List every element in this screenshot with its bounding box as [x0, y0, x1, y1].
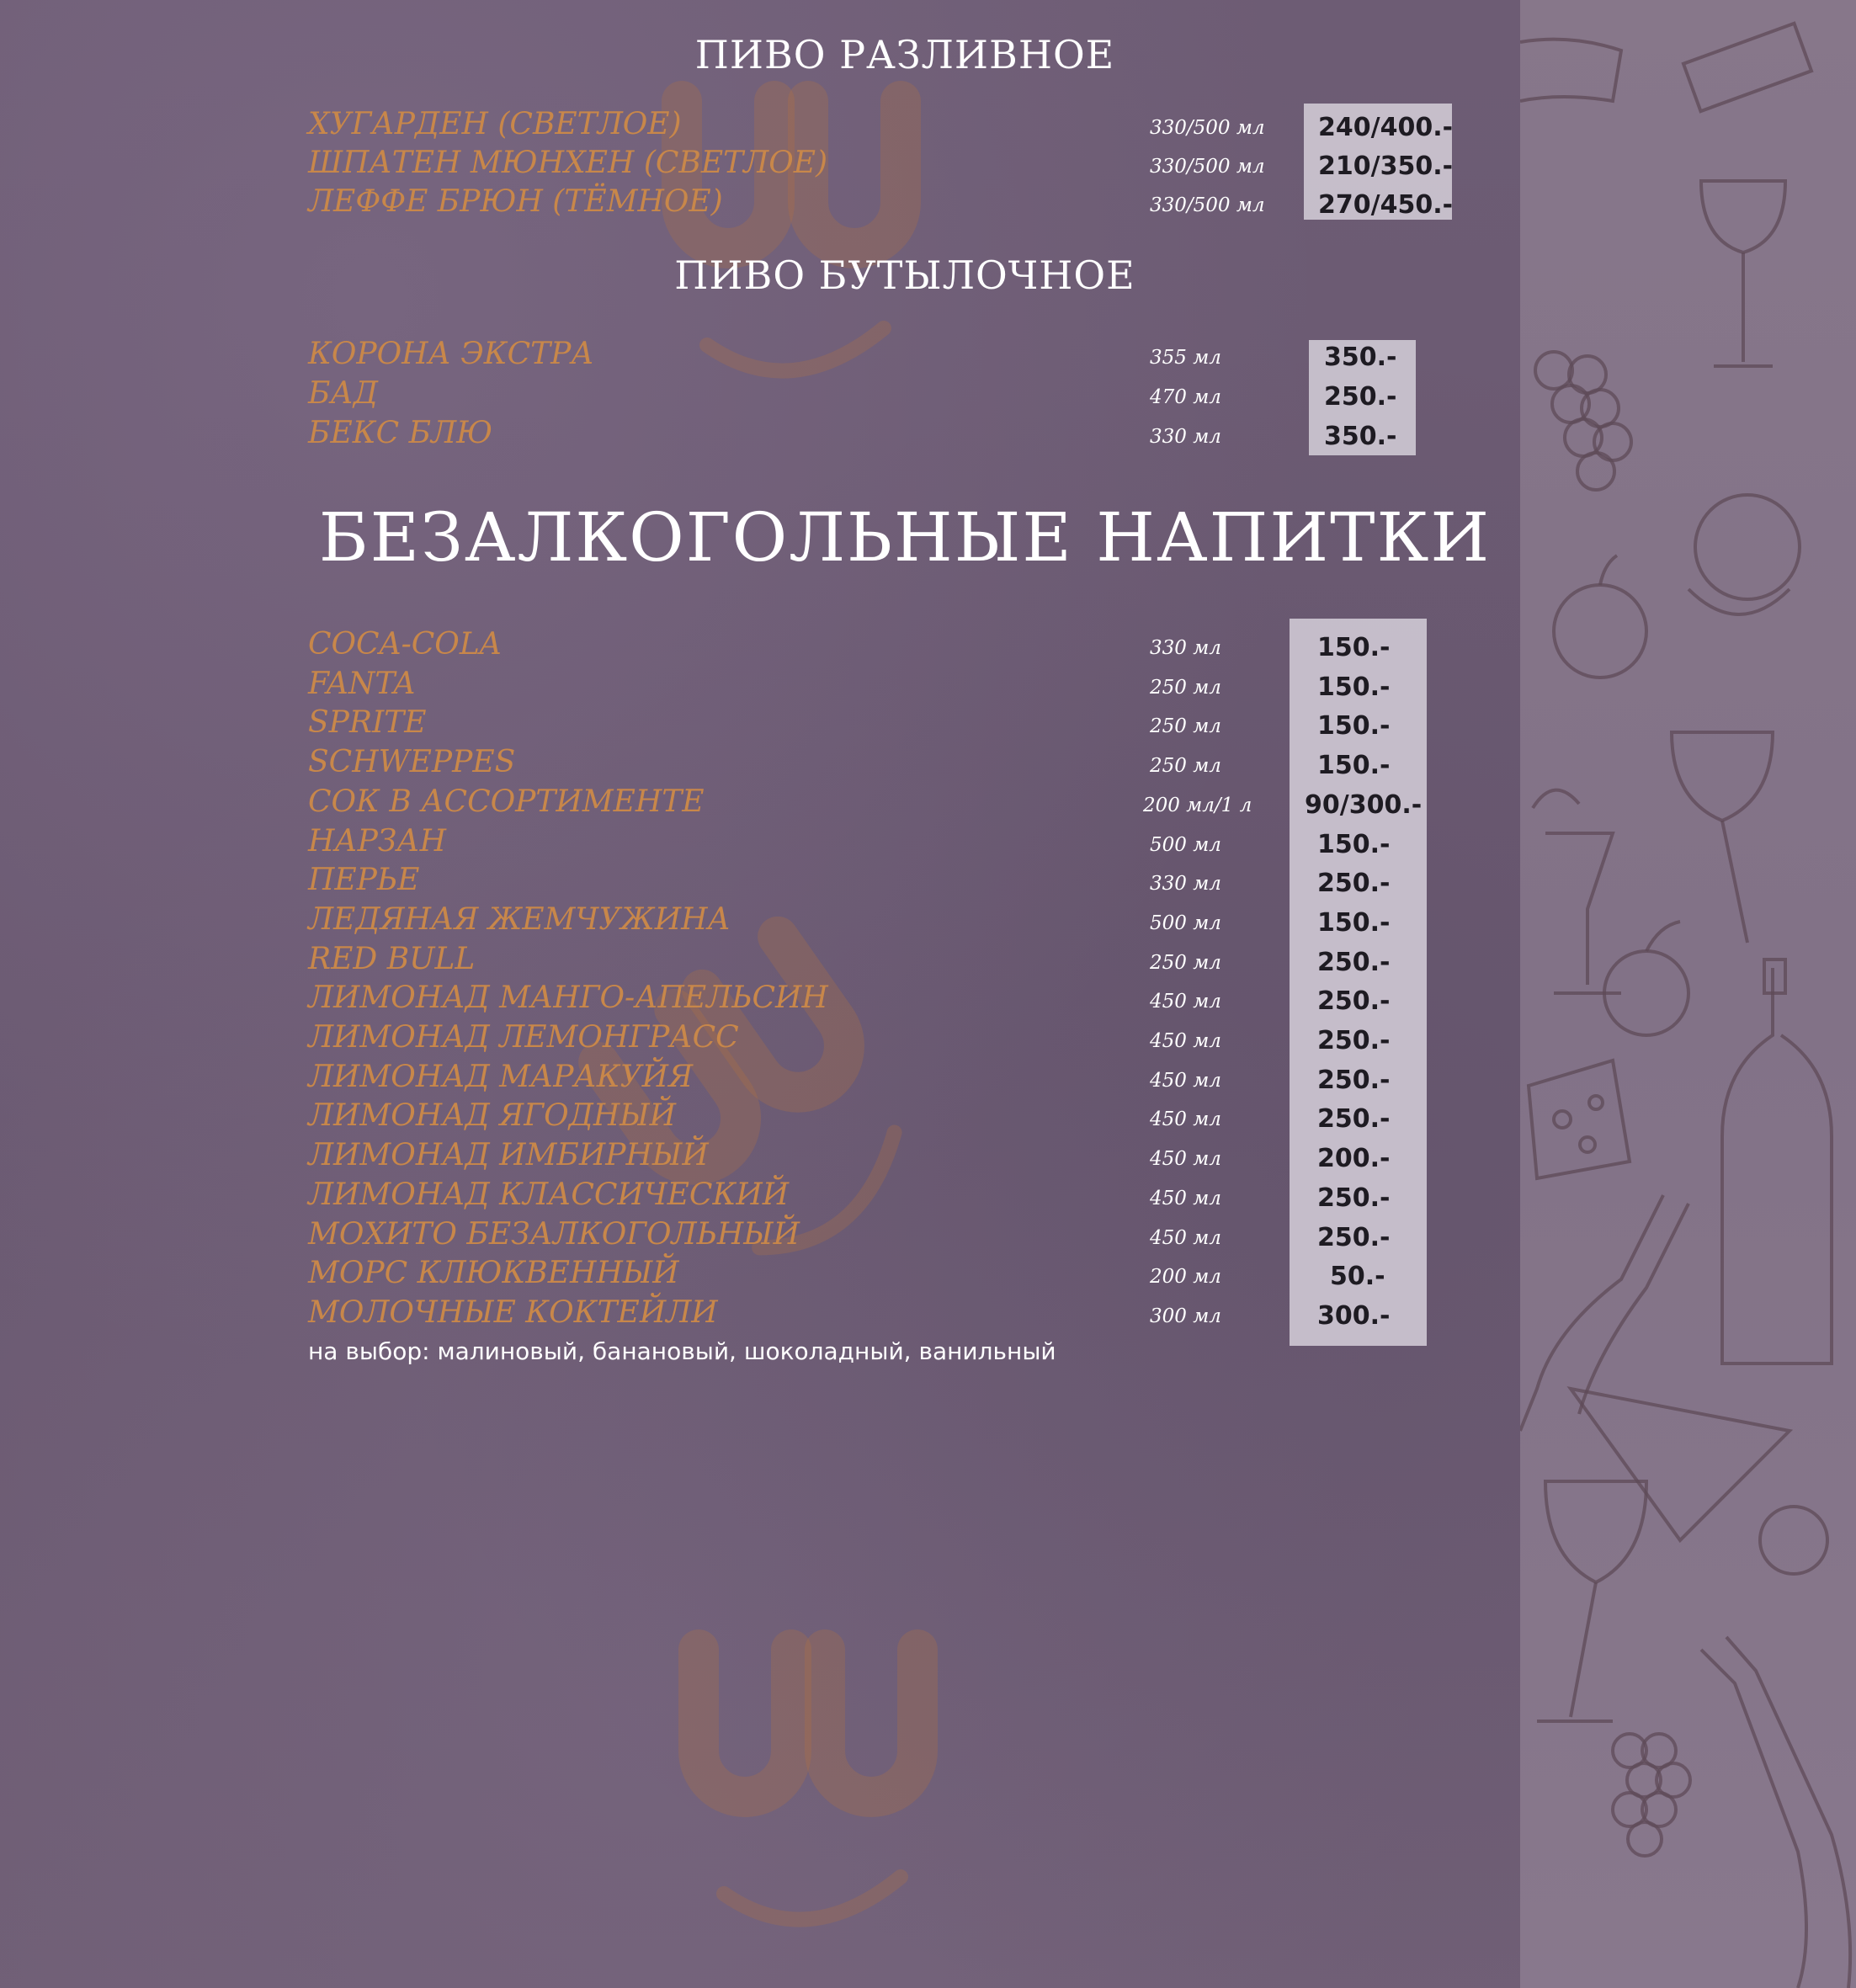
item-name: ЛИМОНАД МАНГО-АПЕЛЬСИН: [308, 981, 828, 1015]
item-name: SPRITE: [308, 705, 427, 740]
item-name: FANTA: [308, 667, 416, 701]
item-price: 250.-: [1317, 1104, 1391, 1134]
item-volume: 450 мл: [1150, 1188, 1221, 1209]
list-item: [0, 183, 1520, 221]
list-item: [0, 625, 1520, 664]
list-item: [0, 783, 1520, 821]
item-price: 150.-: [1317, 830, 1391, 859]
item-price: 150.-: [1317, 751, 1391, 780]
item-volume: 450 мл: [1150, 1148, 1221, 1170]
bottle-icon: [1701, 1637, 1850, 1988]
list-item: [0, 1294, 1520, 1332]
item-volume: 330 мл: [1150, 873, 1221, 895]
list-item: [0, 414, 1520, 453]
item-volume: 470 мл: [1150, 386, 1221, 408]
item-volume: 450 мл: [1150, 1070, 1221, 1092]
item-name: RED BULL: [308, 942, 476, 976]
item-price: 210/350.-: [1318, 151, 1454, 181]
item-price: 350.-: [1324, 422, 1397, 451]
item-name: ЛЕДЯНАЯ ЖЕМЧУЖИНА: [308, 902, 731, 937]
list-item: [0, 940, 1520, 979]
item-name: КОРОНА ЭКСТРА: [308, 337, 594, 371]
item-price: 150.-: [1317, 672, 1391, 702]
item-name: МОРС КЛЮКВЕННЫЙ: [308, 1256, 679, 1290]
list-item: [0, 1058, 1520, 1097]
bottle-icon: [1722, 959, 1832, 1363]
item-name: МОХИТО БЕЗАЛКОГОЛЬНЫЙ: [308, 1217, 800, 1252]
item-volume: 330 мл: [1150, 426, 1221, 448]
item-price: 150.-: [1317, 633, 1391, 662]
item-name: ШПАТЕН МЮНХЕН (СВЕТЛОЕ): [308, 146, 828, 180]
item-name: ЛИМОНАД КЛАССИЧЕСКИЙ: [308, 1177, 790, 1212]
item-name: ХУГАРДЕН (СВЕТЛОЕ): [308, 107, 682, 141]
list-item: [0, 1254, 1520, 1293]
item-price: 250.-: [1317, 986, 1391, 1016]
item-volume: 500 мл: [1150, 912, 1221, 934]
item-name: БАД: [308, 376, 378, 411]
item-volume: 250 мл: [1150, 952, 1221, 974]
item-price: 250.-: [1317, 948, 1391, 977]
item-price: 250.-: [1317, 1183, 1391, 1213]
item-price: 250.-: [1324, 382, 1397, 412]
item-price: 150.-: [1317, 711, 1391, 741]
list-item: [0, 901, 1520, 939]
item-name: ПЕРЬЕ: [308, 863, 420, 897]
item-name: SCHWEPPES: [308, 745, 516, 779]
list-item: [0, 375, 1520, 413]
item-volume: 300 мл: [1150, 1305, 1221, 1327]
grapes-icon: [1535, 352, 1631, 490]
item-volume: 250 мл: [1150, 677, 1221, 699]
item-price: 90/300.-: [1305, 790, 1423, 820]
grapes-icon: [1613, 1734, 1690, 1856]
item-volume: 200 мл: [1150, 1266, 1221, 1288]
apple-icon: [1604, 922, 1688, 1035]
item-volume: 250 мл: [1150, 715, 1221, 737]
item-price: 150.-: [1317, 908, 1391, 938]
item-price: 50.-: [1330, 1262, 1385, 1291]
list-item: [0, 665, 1520, 704]
item-price: 300.-: [1317, 1301, 1391, 1331]
item-name: ЛИМОНАД МАРАКУЙЯ: [308, 1060, 694, 1094]
item-price: 200.-: [1317, 1144, 1391, 1173]
list-item: [0, 1136, 1520, 1175]
item-volume: 450 мл: [1150, 991, 1221, 1013]
item-price: 250.-: [1317, 1026, 1391, 1055]
item-volume: 200 мл/1 л: [1143, 795, 1252, 816]
list-item: [0, 1176, 1520, 1215]
section-title-soft-drinks: БЕЗАЛКОГОЛЬНЫЕ НАПИТКИ: [318, 498, 1492, 577]
item-volume: 450 мл: [1150, 1227, 1221, 1249]
item-name: ЛИМОНАД ИМБИРНЫЙ: [308, 1138, 709, 1172]
list-item: [0, 822, 1520, 861]
cocktail-glass-icon: [1533, 790, 1621, 993]
list-item: [0, 979, 1520, 1018]
decorative-sketch-panel: [1520, 0, 1856, 1988]
list-item: [0, 1097, 1520, 1135]
section-title-draft-beer: ПИВО РАЗЛИВНОЕ: [694, 32, 1115, 77]
wine-glass-icon: [1537, 1481, 1646, 1721]
item-volume: 450 мл: [1150, 1108, 1221, 1130]
item-volume: 355 мл: [1150, 347, 1221, 369]
list-item: [0, 335, 1520, 374]
item-volume: 330/500 мл: [1150, 156, 1265, 178]
list-item: [0, 105, 1520, 144]
list-item: [0, 1215, 1520, 1254]
item-price: 270/450.-: [1318, 190, 1454, 220]
item-price: 240/400.-: [1318, 113, 1454, 142]
item-volume: 250 мл: [1150, 755, 1221, 777]
item-name: МОЛОЧНЫЕ КОКТЕЙЛИ: [308, 1295, 718, 1330]
item-name: ЛИМОНАД ЯГОДНЫЙ: [308, 1098, 677, 1133]
item-name: БЕКС БЛЮ: [308, 416, 493, 450]
item-volume: 450 мл: [1150, 1030, 1221, 1052]
list-item: [0, 743, 1520, 782]
item-volume: 500 мл: [1150, 834, 1221, 856]
list-item: [0, 1018, 1520, 1057]
item-price: 250.-: [1317, 1066, 1391, 1095]
item-volume: 330 мл: [1150, 637, 1221, 659]
wine-glass-icon: [1672, 732, 1773, 943]
item-price: 250.-: [1317, 1223, 1391, 1252]
item-price: 350.-: [1324, 343, 1397, 372]
item-name: COCA-COLA: [308, 627, 502, 662]
item-name: НАРЗАН: [308, 824, 446, 858]
item-price: 250.-: [1317, 869, 1391, 898]
section-title-bottled-beer: ПИВО БУТЫЛОЧНОЕ: [674, 252, 1135, 298]
item-name: ЛИМОНАД ЛЕМОНГРАСС: [308, 1020, 739, 1055]
item-volume: 330/500 мл: [1150, 117, 1265, 139]
list-item: [0, 861, 1520, 900]
list-item: [0, 144, 1520, 183]
item-name: ЛЕФФЕ БРЮН (ТЁМНОЕ): [308, 184, 723, 219]
milkshake-flavors-note: на выбор: малиновый, банановый, шоколадный, ванильный: [308, 1337, 1056, 1365]
cheese-icon: [1529, 1060, 1630, 1178]
item-volume: 330/500 мл: [1150, 194, 1265, 216]
list-item: [0, 704, 1520, 742]
item-name: СОК В АССОРТИМЕНТЕ: [308, 784, 705, 819]
